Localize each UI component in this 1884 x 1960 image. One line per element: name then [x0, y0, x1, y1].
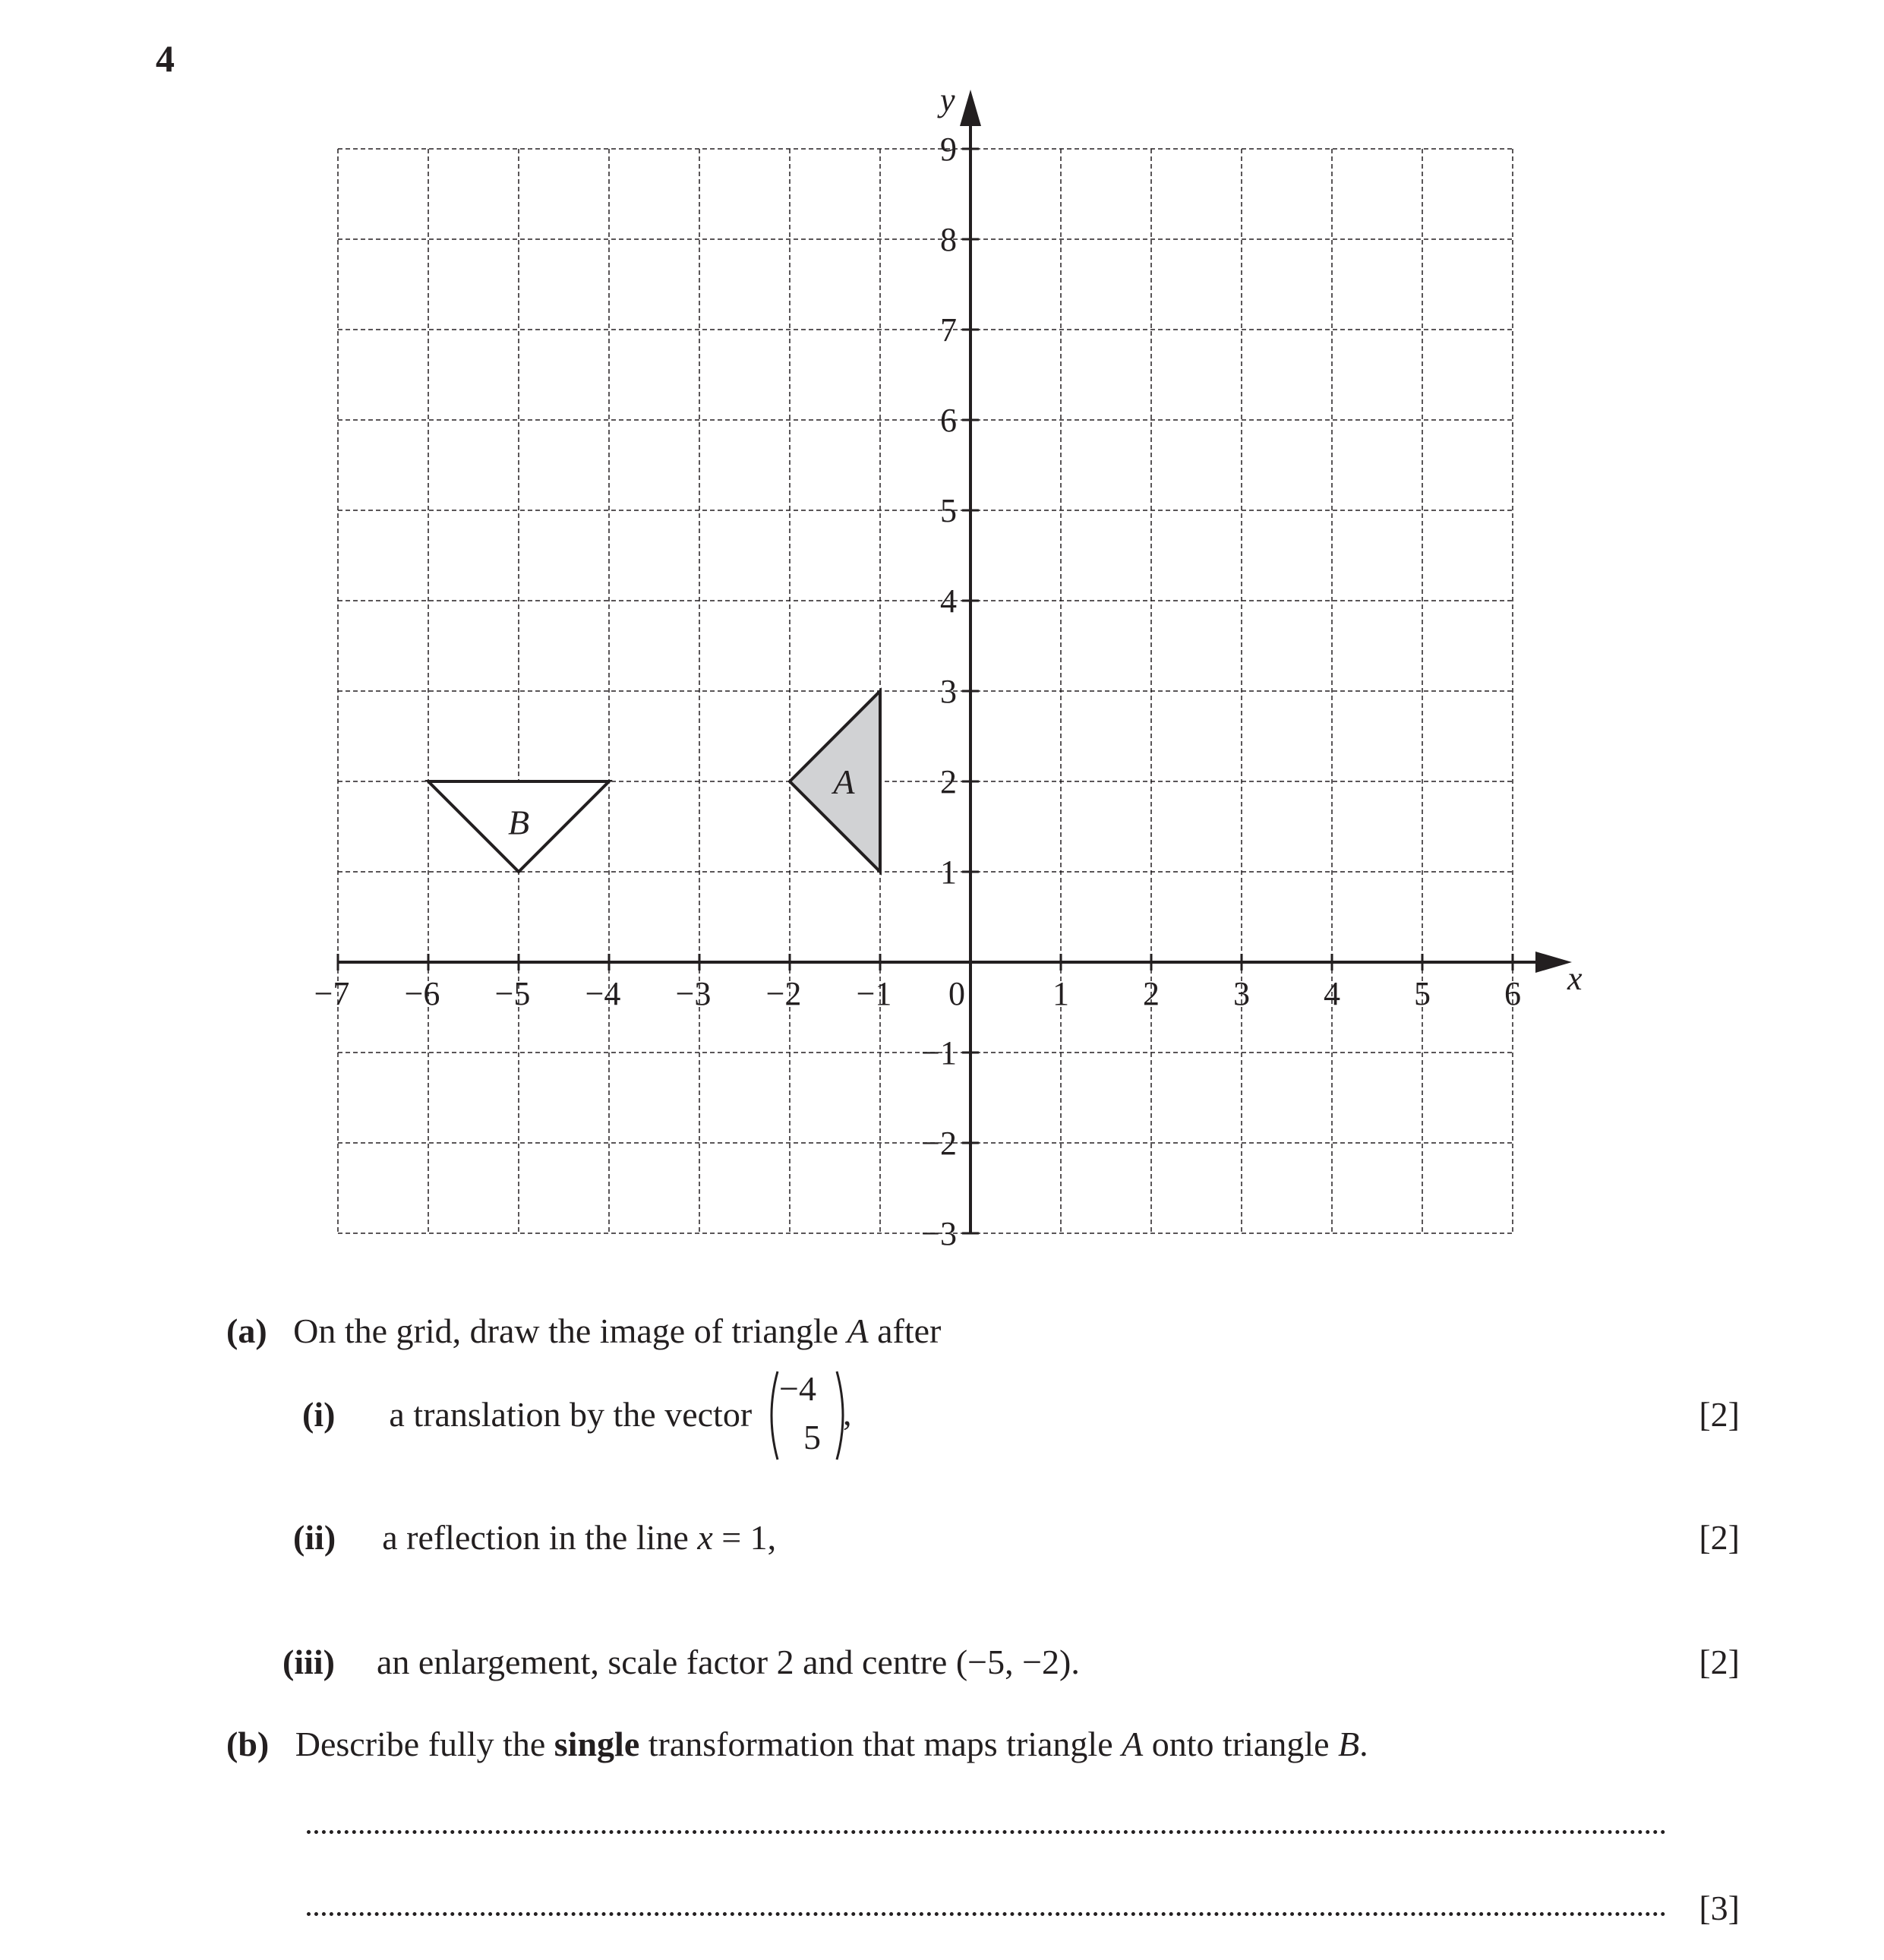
translation-vector: [761, 1367, 852, 1466]
part-a-i: [302, 1394, 752, 1434]
part-a-i-label: (i): [302, 1395, 336, 1434]
y-tick-label: −1: [921, 1034, 957, 1072]
part-b-label: (b): [226, 1725, 270, 1763]
y-tick-label: 6: [940, 402, 957, 439]
part-b-text4: .: [1359, 1725, 1368, 1763]
part-a-ii-var: x: [697, 1518, 713, 1557]
part-b-tri-a: A: [1122, 1725, 1144, 1763]
y-tick-label: −3: [921, 1215, 957, 1252]
part-b: [226, 1724, 1368, 1764]
y-tick-label: −2: [921, 1125, 957, 1162]
y-axis-arrow: [960, 90, 981, 126]
part-a-ii: [293, 1517, 776, 1558]
part-a-ii-rest: = 1,: [712, 1518, 777, 1557]
part-a-iii-label: (iii): [282, 1643, 335, 1681]
y-tick-label: 5: [940, 492, 957, 529]
x-tick-label: 6: [1504, 975, 1521, 1012]
part-a-i-text: a translation by the vector: [389, 1395, 753, 1434]
y-tick-label: 2: [940, 763, 957, 800]
tick-labels: [314, 81, 1583, 1252]
y-tick-label: 8: [940, 221, 957, 258]
question-number: 4: [156, 37, 175, 80]
y-tick-label: 3: [940, 673, 957, 710]
part-a-ii-text: a reflection in the line: [382, 1518, 698, 1557]
vector-bottom: 5: [803, 1418, 821, 1457]
y-tick-label: 9: [940, 131, 957, 168]
marks-a-i: [2]: [1699, 1395, 1740, 1434]
marks-a-iii: [2]: [1699, 1643, 1740, 1681]
x-tick-label: −2: [765, 975, 802, 1012]
part-a-ii-label: (ii): [293, 1518, 336, 1557]
part-a-after: after: [868, 1311, 942, 1350]
part-a-iii: [282, 1642, 1080, 1682]
part-b-text2: transformation that maps triangle: [639, 1725, 1122, 1763]
part-b-text1: Describe fully the: [295, 1725, 554, 1763]
part-b-bold: single: [554, 1725, 640, 1763]
marks-a-ii: [2]: [1699, 1518, 1740, 1557]
x-tick-label: 3: [1233, 975, 1250, 1012]
y-axis-label: y: [940, 81, 955, 118]
x-tick-label: −3: [675, 975, 712, 1012]
part-b-text3: onto triangle: [1143, 1725, 1339, 1763]
x-tick-label: −6: [404, 975, 440, 1012]
answer-line-1[interactable]: [307, 1830, 1666, 1834]
y-tick-label: 1: [940, 854, 957, 891]
x-tick-label: 0: [948, 975, 965, 1012]
vector-suffix: ,: [843, 1393, 852, 1432]
x-tick-label: −7: [314, 975, 350, 1012]
x-axis-arrow: [1535, 952, 1572, 973]
part-a-iii-text: an enlargement, scale factor 2 and centre (−5, −2).: [376, 1643, 1080, 1681]
part-b-tri-b: B: [1338, 1725, 1360, 1763]
triangle-b-label: B: [507, 803, 530, 842]
x-tick-label: 1: [1052, 975, 1069, 1012]
x-tick-label: 2: [1143, 975, 1160, 1012]
marks-b: [3]: [1699, 1889, 1740, 1927]
answer-line-2[interactable]: [307, 1912, 1666, 1916]
part-a-label: (a): [226, 1311, 267, 1350]
x-tick-label: −1: [856, 975, 892, 1012]
x-tick-label: 4: [1324, 975, 1340, 1012]
triangles: [428, 691, 880, 872]
y-tick-label: 7: [940, 311, 957, 349]
x-tick-label: −5: [494, 975, 531, 1012]
x-tick-label: −4: [585, 975, 621, 1012]
x-tick-label: 5: [1414, 975, 1431, 1012]
part-a-text: On the grid, draw the image of triangle: [293, 1311, 847, 1350]
part-a-triangle: A: [847, 1311, 869, 1350]
part-a-intro: [226, 1311, 941, 1351]
triangle-a-label: A: [833, 762, 855, 801]
x-axis-label: x: [1567, 960, 1583, 997]
vector-top: −4: [779, 1369, 816, 1408]
y-tick-label: 4: [940, 582, 957, 620]
